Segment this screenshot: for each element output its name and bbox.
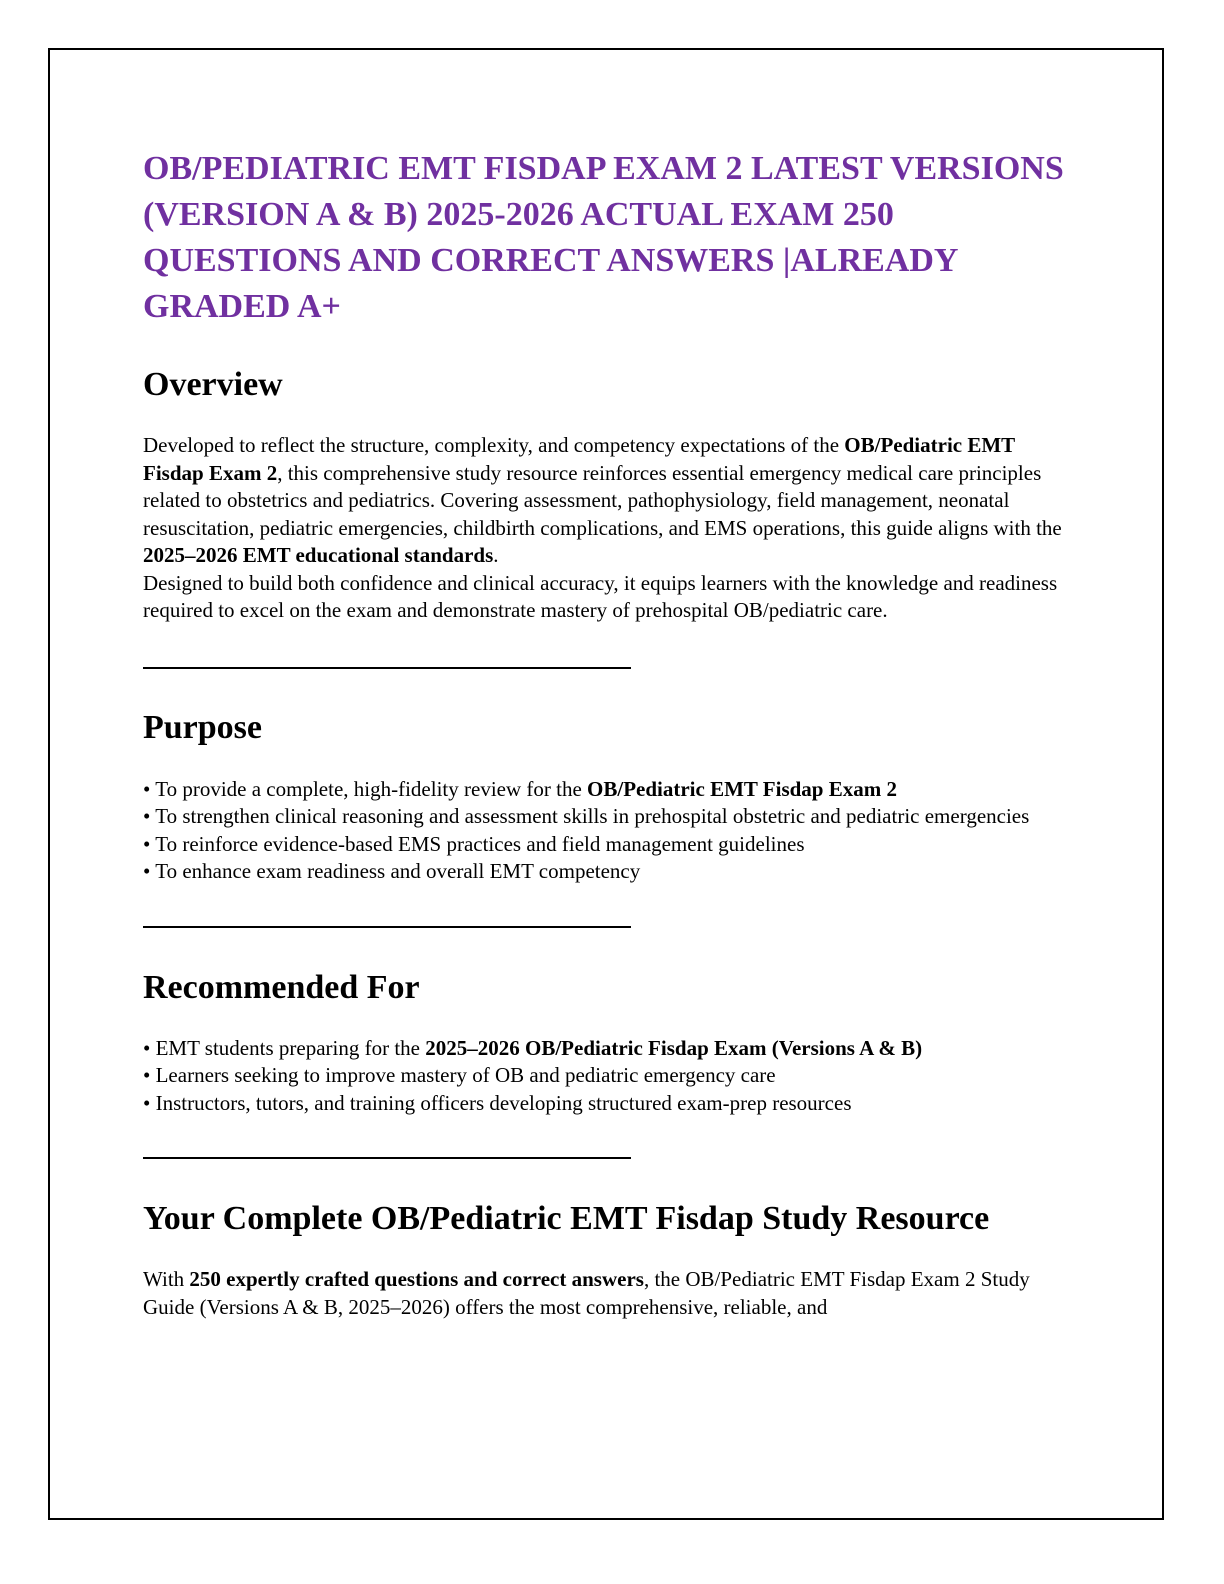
overview-bold-standards: 2025–2026 EMT educational standards bbox=[143, 543, 494, 567]
list-item: • To strengthen clinical reasoning and assessment skills in prehospital obstetric and pediatric emergencies bbox=[143, 804, 1030, 828]
overview-text-1: Developed to reflect the structure, complexity, and competency expectations of the bbox=[143, 433, 845, 457]
resource-bold-questions: 250 expertly crafted questions and correct answers bbox=[189, 1267, 644, 1291]
list-item bbox=[143, 776, 1078, 804]
overview-text-2: , this comprehensive study resource reinforces essential emergency medical care principles related to obstetrics and pediatrics. Covering assessment, pathophysiology, field management, neonatal resuscitation, pediatric emergencies, childbirth complications, and EMS operations, this guide aligns with the bbox=[143, 460, 1062, 540]
document-title: OB/PEDIATRIC EMT FISDAP EXAM 2 LATEST VERSIONS (VERSION A & B) 2025-2026 ACTUAL EXAM 250 QUESTIONS AND CORRECT ANSWERS |ALREADY GRADED A+ bbox=[143, 150, 1064, 325]
list-item: • Instructors, tutors, and training officers developing structured exam-prep resources bbox=[143, 1090, 852, 1115]
recommended-item-1-text: • EMT students preparing for the bbox=[143, 1035, 426, 1060]
section-divider bbox=[143, 1157, 631, 1159]
list-item: • To enhance exam readiness and overall EMT competency bbox=[143, 859, 641, 883]
purpose-item-1-bold: OB/Pediatric EMT Fisdap Exam 2 bbox=[587, 776, 897, 801]
recommended-heading: Recommended For bbox=[143, 968, 420, 1006]
resource-text-2: , the OB/Pediatric EMT Fisdap Exam 2 Study Guide (Versions A & B, 2025–2026) offers the most comprehensive, reliable, and bbox=[143, 1267, 1030, 1319]
purpose-list bbox=[143, 776, 1078, 886]
purpose-heading: Purpose bbox=[143, 708, 262, 746]
overview-paragraph-2: Designed to build both confidence and clinical accuracy, it equips learners with the knowledge and readiness required to excel on the exam and demonstrate mastery of prehospital OB/pediatric care. bbox=[143, 570, 1058, 622]
recommended-item-1-bold: 2025–2026 OB/Pediatric Fisdap Exam (Versions A & B) bbox=[425, 1035, 923, 1060]
list-item: • Learners seeking to improve mastery of OB and pediatric emergency care bbox=[143, 1063, 776, 1087]
resource-text-1: With bbox=[143, 1267, 190, 1291]
section-divider bbox=[143, 926, 631, 928]
recommended-list bbox=[143, 1035, 1078, 1118]
overview-text-3: . bbox=[493, 543, 499, 567]
resource-heading: Your Complete OB/Pediatric EMT Fisdap Study Resource bbox=[143, 1200, 990, 1237]
resource-paragraph bbox=[143, 1266, 1078, 1321]
purpose-item-1-text: • To provide a complete, high-fidelity review for the bbox=[143, 776, 588, 801]
list-item bbox=[143, 1035, 1078, 1063]
overview-bold-exam-name: OB/Pediatric EMT Fisdap Exam 2 bbox=[143, 433, 1015, 485]
overview-paragraph bbox=[143, 432, 1078, 570]
list-item: • To reinforce evidence-based EMS practices and field management guidelines bbox=[143, 831, 805, 856]
document-content bbox=[143, 146, 1078, 1321]
section-divider bbox=[143, 667, 631, 669]
overview-heading: Overview bbox=[143, 366, 283, 403]
